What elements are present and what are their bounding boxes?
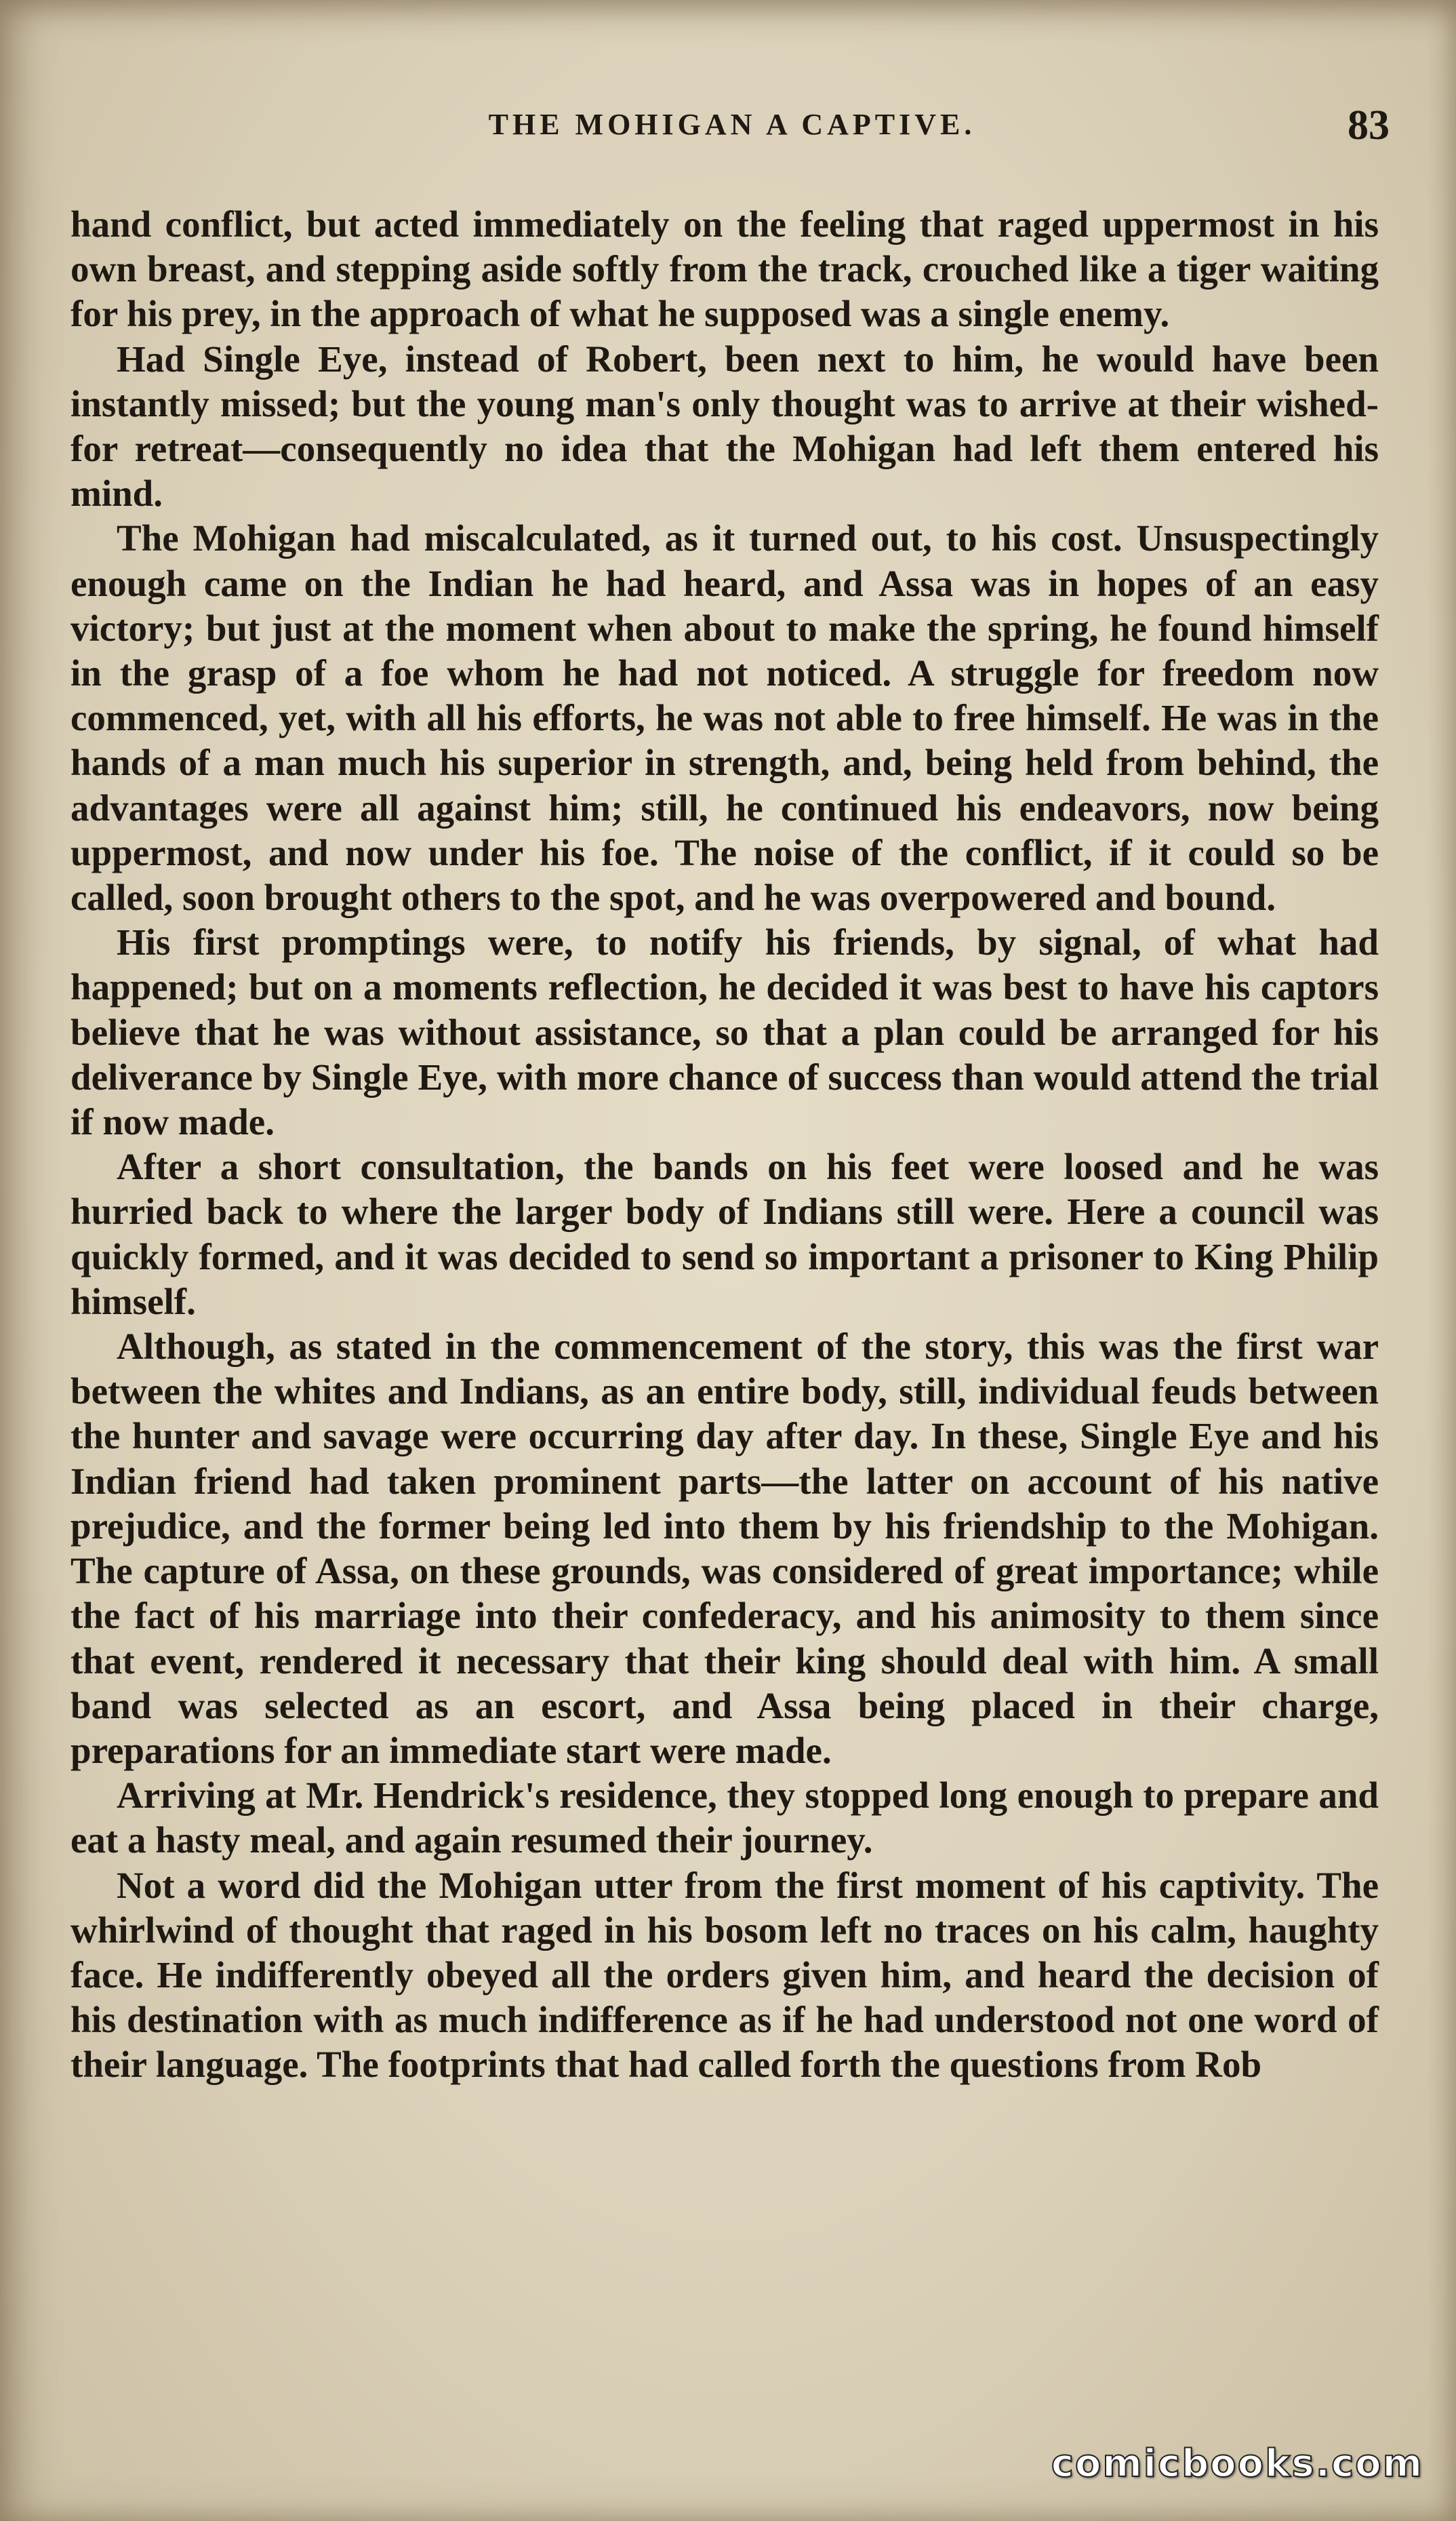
running-head: THE MOHIGAN A CAPTIVE. [488, 108, 976, 141]
page-header [75, 102, 1390, 156]
paragraph: After a short consultation, the bands on his feet were loosed and he was hurried back to where the larger body of Indians still were. Here a council was quickly formed, and it was decided to send so important a prisoner to King Philip himself. [70, 1146, 1379, 1322]
watermark: comicbooks.com [1051, 2442, 1423, 2486]
paragraph: His first promptings were, to notify his friends, by signal, of what had happened; but on a moments reflection, he decided it was best to have his captors believe that he was without assistance, so that a plan could be arranged for his deliverance by Single Eye, with more chance of success than would attend the trial if now made. [70, 921, 1379, 1143]
paragraph: Not a word did the Mohigan utter from the first moment of his captivity. The whirlwind of thought that raged in his bosom left no traces on his calm, haughty face. He indifferently obeyed all the orders given him, and heard the decision of his destination with as much indifference as if he had understood not one word of their language. The footprints that had called forth the questions from Rob [70, 1864, 1379, 2086]
page-number: 83 [1348, 102, 1390, 148]
paragraph: Had Single Eye, instead of Robert, been next to him, he would have been instantly missed; but the young man's only thought was to arrive at their wished-for retreat—consequently no idea that the Mohigan had left them entered his mind. [70, 338, 1379, 515]
body-text [70, 202, 1379, 2088]
paragraph: Arriving at Mr. Hendrick's residence, they stopped long enough to prepare and eat a hasty meal, and again resumed their journey. [70, 1774, 1379, 1861]
paragraph: The Mohigan had miscalculated, as it turned out, to his cost. Unsuspectingly enough came on the Indian he had heard, and Assa was in hopes of an easy victory; but just at the moment when about to make the spring, he found himself in the grasp of a foe whom he had not noticed. A struggle for freedom now commenced, yet, with all his efforts, he was not able to free himself. He was in the hands of a man much his superior in strength, and, being held from behind, the advantages were all against him; still, he continued his endeavors, now being uppermost, and now under his foe. The noise of the conflict, if it could so be called, soon brought others to the spot, and he was overpowered and bound. [70, 517, 1379, 919]
paragraph: hand conflict, but acted immediately on the feeling that raged uppermost in his own breast, and stepping aside softly from the track, crouched like a tiger waiting for his prey, in the approach of what he supposed was a single enemy. [70, 203, 1379, 335]
paragraph: Although, as stated in the commencement of the story, this was the first war between the whites and Indians, as an entire body, still, individual feuds between the hunter and savage were occurring day after day. In these, Single Eye and his Indian friend had taken prominent parts—the latter on account of his native prejudice, and the former being led into them by his friendship to the Mohigan. The capture of Assa, on these grounds, was considered of great importance; while the fact of his marriage into their confederacy, and his animosity to them since that event, rendered it necessary that their king should deal with him. A small band was selected as an escort, and Assa being placed in their charge, preparations for an immediate start were made. [70, 1326, 1379, 1771]
